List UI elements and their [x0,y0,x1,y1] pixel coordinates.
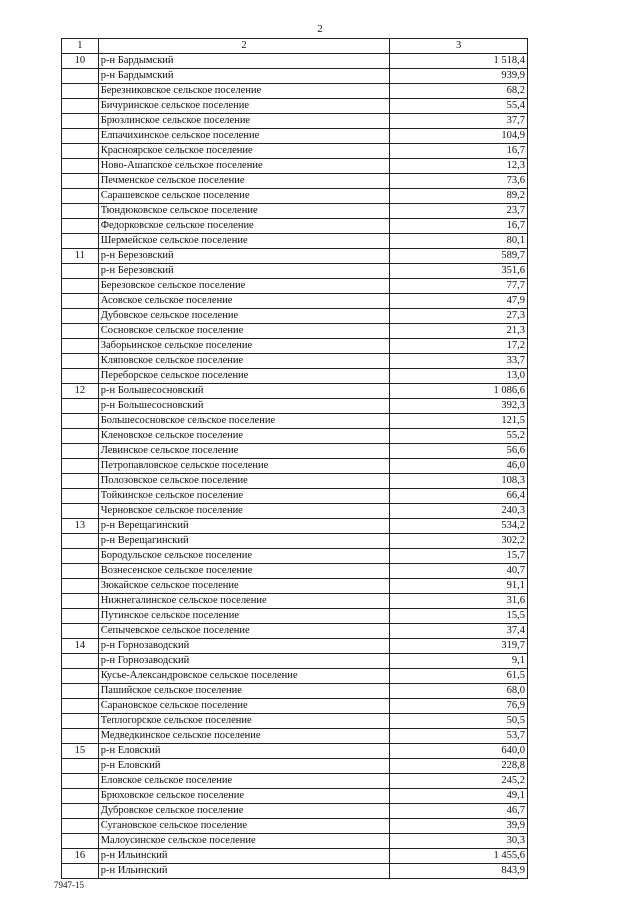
amount-cell: 534,2 [390,519,528,534]
table-row [62,549,528,564]
territory-name-cell: Красноярское сельское поселение [98,144,390,159]
amount-cell: 46,0 [390,459,528,474]
table-row [62,219,528,234]
territory-name-cell: р-н Ильинский [98,849,390,864]
table-row [62,279,528,294]
territory-name-cell: Теплогорское сельское поселение [98,714,390,729]
table-row [62,384,528,399]
footer-code: 7947-15 [54,880,84,890]
row-number-cell [62,534,99,549]
table-row [62,159,528,174]
territory-name-cell: Левинское сельское поселение [98,444,390,459]
amount-cell: 108,3 [390,474,528,489]
amount-cell: 73,6 [390,174,528,189]
territory-name-cell: Печменское сельское поселение [98,174,390,189]
row-number-cell [62,459,99,474]
header-col-3: 3 [390,39,528,54]
territory-name-cell: Федорковское сельское поселение [98,219,390,234]
table-row [62,294,528,309]
row-number-cell [62,624,99,639]
table-row [62,399,528,414]
amount-cell: 37,7 [390,114,528,129]
row-number-cell [62,189,99,204]
table-row [62,99,528,114]
amount-cell: 13,0 [390,369,528,384]
row-number-cell [62,654,99,669]
amount-cell: 49,1 [390,789,528,804]
amount-cell: 50,5 [390,714,528,729]
territory-name-cell: р-н Большесосновский [98,384,390,399]
row-number-cell [62,264,99,279]
table-row [62,729,528,744]
territory-name-cell: р-н Ильинский [98,864,390,879]
table-row [62,324,528,339]
row-number-cell: 10 [62,54,99,69]
amount-cell: 76,9 [390,699,528,714]
amount-cell: 91,1 [390,579,528,594]
amount-cell: 589,7 [390,249,528,264]
territory-name-cell: Черновское сельское поселение [98,504,390,519]
table-row [62,804,528,819]
territory-name-cell: р-н Горнозаводский [98,654,390,669]
amount-cell: 9,1 [390,654,528,669]
table-row [62,639,528,654]
territory-name-cell: Медведкинское сельское поселение [98,729,390,744]
row-number-cell [62,339,99,354]
territory-name-cell: Зюкайское сельское поселение [98,579,390,594]
row-number-cell [62,219,99,234]
row-number-cell: 12 [62,384,99,399]
table-row [62,654,528,669]
row-number-cell [62,174,99,189]
amount-cell: 33,7 [390,354,528,369]
territory-name-cell: Полозовское сельское поселение [98,474,390,489]
row-number-cell: 16 [62,849,99,864]
territory-name-cell: р-н Большесосновский [98,399,390,414]
amount-cell: 31,6 [390,594,528,609]
amount-cell: 61,5 [390,669,528,684]
territory-name-cell: р-н Еловский [98,759,390,774]
amount-cell: 319,7 [390,639,528,654]
amount-cell: 121,5 [390,414,528,429]
table-row [62,624,528,639]
amount-cell: 228,8 [390,759,528,774]
row-number-cell [62,729,99,744]
territory-name-cell: р-н Еловский [98,744,390,759]
territory-name-cell: р-н Березовский [98,249,390,264]
territory-name-cell: Сарашевское сельское поселение [98,189,390,204]
table-header-row [62,39,528,54]
table-row [62,834,528,849]
amount-cell: 55,2 [390,429,528,444]
table-row [62,519,528,534]
table-row [62,339,528,354]
row-number-cell [62,444,99,459]
table-row [62,504,528,519]
amount-cell: 939,9 [390,69,528,84]
amount-cell: 104,9 [390,129,528,144]
table-body [62,39,528,879]
amount-cell: 66,4 [390,489,528,504]
table-row [62,129,528,144]
row-number-cell [62,549,99,564]
row-number-cell [62,414,99,429]
territory-name-cell: Малоусинское сельское поселение [98,834,390,849]
row-number-cell [62,609,99,624]
table-row [62,369,528,384]
table-row [62,699,528,714]
amount-cell: 351,6 [390,264,528,279]
territory-name-cell: Березниковское сельское поселение [98,84,390,99]
row-number-cell [62,579,99,594]
row-number-cell [62,714,99,729]
amount-cell: 21,3 [390,324,528,339]
amount-cell: 245,2 [390,774,528,789]
row-number-cell [62,399,99,414]
amount-cell: 37,4 [390,624,528,639]
territory-name-cell: Брюзлинское сельское поселение [98,114,390,129]
table-row [62,684,528,699]
table-row [62,144,528,159]
table-row [62,354,528,369]
amount-cell: 1 518,4 [390,54,528,69]
table-row [62,489,528,504]
row-number-cell [62,774,99,789]
row-number-cell [62,354,99,369]
row-number-cell [62,159,99,174]
row-number-cell [62,294,99,309]
row-number-cell [62,759,99,774]
territory-name-cell: Шермейское сельское поселение [98,234,390,249]
row-number-cell [62,84,99,99]
territory-name-cell: Дубровское сельское поселение [98,804,390,819]
table-row [62,579,528,594]
table-row [62,69,528,84]
table-row [62,864,528,879]
territory-name-cell: Кляповское сельское поселение [98,354,390,369]
territory-name-cell: Бородульское сельское поселение [98,549,390,564]
row-number-cell [62,69,99,84]
table-row [62,114,528,129]
territory-name-cell: Тюндюковское сельское поселение [98,204,390,219]
territory-name-cell: Большесосновское сельское поселение [98,414,390,429]
territory-name-cell: Переборское сельское поселение [98,369,390,384]
territory-name-cell: Сугановское сельское поселение [98,819,390,834]
amount-cell: 47,9 [390,294,528,309]
row-number-cell: 14 [62,639,99,654]
territory-name-cell: р-н Верещагинский [98,534,390,549]
table-row [62,759,528,774]
table-row [62,84,528,99]
table-row [62,774,528,789]
row-number-cell [62,834,99,849]
territory-name-cell: Нижнегалинское сельское поселение [98,594,390,609]
table-row [62,789,528,804]
territory-name-cell: Сарановское сельское поселение [98,699,390,714]
amount-cell: 53,7 [390,729,528,744]
row-number-cell [62,114,99,129]
amount-cell: 17,2 [390,339,528,354]
row-number-cell [62,669,99,684]
row-number-cell [62,789,99,804]
territory-name-cell: Сепычевское сельское поселение [98,624,390,639]
table-row [62,459,528,474]
amount-cell: 240,3 [390,504,528,519]
table-row [62,594,528,609]
territory-name-cell: р-н Бардымский [98,69,390,84]
row-number-cell [62,99,99,114]
table-row [62,54,528,69]
row-number-cell [62,489,99,504]
row-number-cell [62,504,99,519]
table-row [62,189,528,204]
table-row [62,249,528,264]
amount-cell: 68,0 [390,684,528,699]
table-row [62,264,528,279]
territory-name-cell: р-н Бардымский [98,54,390,69]
table-row [62,564,528,579]
row-number-cell [62,234,99,249]
territory-name-cell: Заборьинское сельское поселение [98,339,390,354]
row-number-cell: 11 [62,249,99,264]
amount-cell: 89,2 [390,189,528,204]
territory-name-cell: Дубовское сельское поселение [98,309,390,324]
amount-cell: 68,2 [390,84,528,99]
row-number-cell [62,864,99,879]
amount-cell: 40,7 [390,564,528,579]
row-number-cell: 15 [62,744,99,759]
page-number: 2 [317,23,323,35]
territory-name-cell: Брюховское сельское поселение [98,789,390,804]
territory-name-cell: р-н Березовский [98,264,390,279]
table-row [62,714,528,729]
row-number-cell [62,429,99,444]
row-number-cell [62,594,99,609]
territory-name-cell: Кусье-Александровское сельское поселение [98,669,390,684]
row-number-cell [62,204,99,219]
table-row [62,819,528,834]
amount-cell: 30,3 [390,834,528,849]
table-row [62,744,528,759]
table-row [62,204,528,219]
row-number-cell [62,699,99,714]
table-row [62,444,528,459]
table-row [62,414,528,429]
amount-cell: 302,2 [390,534,528,549]
amount-cell: 55,4 [390,99,528,114]
territory-name-cell: Кленовское сельское поселение [98,429,390,444]
table-row [62,669,528,684]
amount-cell: 640,0 [390,744,528,759]
territory-name-cell: р-н Верещагинский [98,519,390,534]
amount-cell: 1 086,6 [390,384,528,399]
row-number-cell [62,279,99,294]
territory-name-cell: Путинское сельское поселение [98,609,390,624]
budget-table [61,38,528,879]
territory-name-cell: р-н Горнозаводский [98,639,390,654]
amount-cell: 843,9 [390,864,528,879]
header-col-1: 1 [62,39,99,54]
amount-cell: 12,3 [390,159,528,174]
amount-cell: 1 455,6 [390,849,528,864]
amount-cell: 16,7 [390,144,528,159]
row-number-cell [62,324,99,339]
territory-name-cell: Петропавловское сельское поселение [98,459,390,474]
table-row [62,309,528,324]
territory-name-cell: Ново-Ашапское сельское поселение [98,159,390,174]
territory-name-cell: Березовское сельское поселение [98,279,390,294]
amount-cell: 16,7 [390,219,528,234]
amount-cell: 15,5 [390,609,528,624]
amount-cell: 39,9 [390,819,528,834]
amount-cell: 23,7 [390,204,528,219]
territory-name-cell: Сосновское сельское поселение [98,324,390,339]
table-row [62,849,528,864]
header-col-2: 2 [98,39,390,54]
territory-name-cell: Тойкинское сельское поселение [98,489,390,504]
table-row [62,474,528,489]
row-number-cell [62,804,99,819]
amount-cell: 27,3 [390,309,528,324]
table-row [62,429,528,444]
territory-name-cell: Вознесенское сельское поселение [98,564,390,579]
amount-cell: 392,3 [390,399,528,414]
amount-cell: 77,7 [390,279,528,294]
amount-cell: 15,7 [390,549,528,564]
row-number-cell [62,819,99,834]
row-number-cell [62,309,99,324]
row-number-cell [62,129,99,144]
row-number-cell: 13 [62,519,99,534]
territory-name-cell: Бичуринское сельское поселение [98,99,390,114]
amount-cell: 80,1 [390,234,528,249]
territory-name-cell: Пашийское сельское поселение [98,684,390,699]
row-number-cell [62,684,99,699]
amount-cell: 46,7 [390,804,528,819]
territory-name-cell: Асовское сельское поселение [98,294,390,309]
table-row [62,174,528,189]
territory-name-cell: Елпачихинское сельское поселение [98,129,390,144]
row-number-cell [62,474,99,489]
table-row [62,534,528,549]
territory-name-cell: Еловское сельское поселение [98,774,390,789]
amount-cell: 56,6 [390,444,528,459]
table-row [62,234,528,249]
row-number-cell [62,144,99,159]
row-number-cell [62,564,99,579]
table-row [62,609,528,624]
row-number-cell [62,369,99,384]
